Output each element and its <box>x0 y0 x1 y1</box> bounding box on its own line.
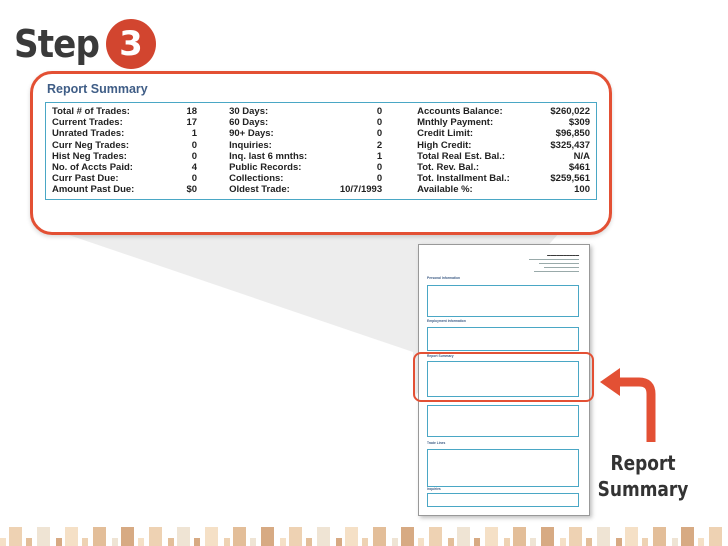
summary-value: 0 <box>191 139 198 151</box>
summary-label: Unrated Trades: <box>52 128 125 140</box>
summary-value: $259,561 <box>550 173 590 185</box>
doc-section-personal: Personal Information <box>427 276 460 280</box>
skyline-bar <box>392 538 398 546</box>
skyline-bar <box>9 527 22 546</box>
summary-label: Mnthly Payment: <box>417 117 494 129</box>
summary-label: High Credit: <box>417 139 472 151</box>
skyline-bar <box>401 527 414 546</box>
skyline-bar <box>233 527 246 546</box>
callout-line-1: Report <box>610 451 676 475</box>
doc-box-inquiries <box>427 493 579 507</box>
skyline-bar <box>149 527 162 546</box>
doc-box-personal <box>427 285 579 317</box>
summary-label: Tot. Installment Bal.: <box>417 173 510 185</box>
skyline-bar <box>37 527 50 546</box>
skyline-bar <box>457 527 470 546</box>
summary-value: 0 <box>191 150 198 162</box>
skyline-bar <box>504 538 510 546</box>
summary-label: No. of Accts Paid: <box>52 161 133 173</box>
doc-box-public <box>427 405 579 437</box>
summary-label: Oldest Trade: <box>229 184 290 196</box>
summary-label: Total Real Est. Bal.: <box>417 150 506 162</box>
summary-row <box>52 151 590 162</box>
step-label: Step <box>14 22 100 66</box>
doc-box-employment <box>427 327 579 351</box>
skyline-bar <box>65 527 78 546</box>
step-number-badge: 3 <box>106 19 156 69</box>
summary-value: 0 <box>191 173 198 185</box>
skyline-bar <box>653 527 666 546</box>
callout-label <box>596 450 690 502</box>
skyline-bar <box>82 538 88 546</box>
report-summary-table <box>45 102 597 200</box>
summary-value: 0 <box>376 117 383 129</box>
callout-line-2: Summary <box>597 477 689 501</box>
skyline-bar <box>698 538 704 546</box>
curved-arrow-icon <box>596 364 666 444</box>
summary-label: Inq. last 6 mnths: <box>229 150 308 162</box>
doc-section-summary: Report Summary <box>427 354 454 358</box>
summary-row <box>52 184 590 195</box>
summary-value: 17 <box>186 117 198 129</box>
doc-box-tradelines <box>427 449 579 487</box>
doc-header: ▬▬▬▬▬▬▬▬▬▬ <box>547 253 579 257</box>
skyline-bar <box>485 527 498 546</box>
skyline-bar <box>474 538 480 546</box>
skyline-bar <box>224 538 230 546</box>
summary-value: $309 <box>568 117 590 129</box>
doc-section-employment: Employment Information <box>427 319 466 323</box>
summary-label: 90+ Days: <box>229 128 274 140</box>
summary-value: 0 <box>376 173 383 185</box>
summary-value: 100 <box>574 184 590 196</box>
summary-label: Accounts Balance: <box>417 106 503 117</box>
skyline-bar <box>541 527 554 546</box>
summary-value: 10/7/1993 <box>339 184 383 196</box>
skyline-bar <box>112 538 118 546</box>
summary-label: Tot. Rev. Bal.: <box>417 161 480 173</box>
skyline-bar <box>177 527 190 546</box>
skyline-bar <box>336 538 342 546</box>
skyline-bar <box>121 527 134 546</box>
summary-row <box>52 173 590 184</box>
summary-value: 18 <box>186 106 198 117</box>
skyline-bar <box>586 538 592 546</box>
skyline-bar <box>250 538 256 546</box>
summary-label: 30 Days: <box>229 106 269 117</box>
summary-value: 0 <box>376 128 383 140</box>
summary-row <box>52 140 590 151</box>
summary-value: 1 <box>376 150 383 162</box>
skyline-bar <box>0 538 6 546</box>
summary-value: 0 <box>376 161 383 173</box>
summary-row <box>52 162 590 173</box>
skyline-bar <box>138 538 144 546</box>
skyline-bar <box>306 538 312 546</box>
summary-label: Inquiries: <box>229 139 272 151</box>
skyline-bar <box>672 538 678 546</box>
summary-label: 60 Days: <box>229 117 269 129</box>
summary-row <box>52 106 590 117</box>
summary-row <box>52 117 590 128</box>
doc-section-tradelines: Trade Lines <box>427 441 446 445</box>
summary-value: 2 <box>376 139 383 151</box>
skyline-bar <box>261 527 274 546</box>
summary-label: Amount Past Due: <box>52 184 135 196</box>
skyline-bar <box>681 527 694 546</box>
skyline-bar <box>597 527 610 546</box>
summary-label: Public Records: <box>229 161 302 173</box>
report-summary-title: Report Summary <box>47 82 148 96</box>
skyline-bar <box>642 538 648 546</box>
skyline-bar <box>345 527 358 546</box>
skyline-bar <box>616 538 622 546</box>
summary-label: Current Trades: <box>52 117 123 129</box>
summary-value: 0 <box>376 106 383 117</box>
summary-value: 1 <box>191 128 198 140</box>
summary-value: $96,850 <box>555 128 590 140</box>
skyline-bar <box>429 527 442 546</box>
summary-label: Total # of Trades: <box>52 106 130 117</box>
summary-label: Curr Neg Trades: <box>52 139 130 151</box>
summary-value: 4 <box>191 161 198 173</box>
summary-label: Collections: <box>229 173 284 185</box>
report-summary-zoom <box>30 71 612 235</box>
skyline-bar <box>317 527 330 546</box>
skyline-bar <box>56 538 62 546</box>
skyline-bar <box>625 527 638 546</box>
skyline-bar <box>280 538 286 546</box>
summary-value: N/A <box>573 150 590 162</box>
skyline-bar <box>448 538 454 546</box>
summary-value: $461 <box>568 161 590 173</box>
summary-label: Credit Limit: <box>417 128 474 140</box>
summary-value: $260,022 <box>550 106 590 117</box>
summary-highlight <box>413 352 594 402</box>
skyline-bar <box>569 527 582 546</box>
summary-label: Available %: <box>417 184 473 196</box>
skyline-bar <box>373 527 386 546</box>
skyline-bar <box>530 538 536 546</box>
skyline-bar <box>560 538 566 546</box>
skyline-bar <box>513 527 526 546</box>
skyline-bar <box>93 527 106 546</box>
decorative-skyline <box>0 514 728 546</box>
skyline-bar <box>168 538 174 546</box>
summary-label: Curr Past Due: <box>52 173 119 185</box>
skyline-bar <box>205 527 218 546</box>
doc-section-inquiries: Inquiries <box>427 487 441 491</box>
summary-value: $325,437 <box>550 139 590 151</box>
summary-row <box>52 128 590 139</box>
skyline-bar <box>418 538 424 546</box>
skyline-bar <box>709 527 722 546</box>
summary-label: Hist Neg Trades: <box>52 150 127 162</box>
skyline-bar <box>362 538 368 546</box>
summary-value: $0 <box>186 184 198 196</box>
skyline-bar <box>289 527 302 546</box>
skyline-bar <box>26 538 32 546</box>
skyline-bar <box>194 538 200 546</box>
